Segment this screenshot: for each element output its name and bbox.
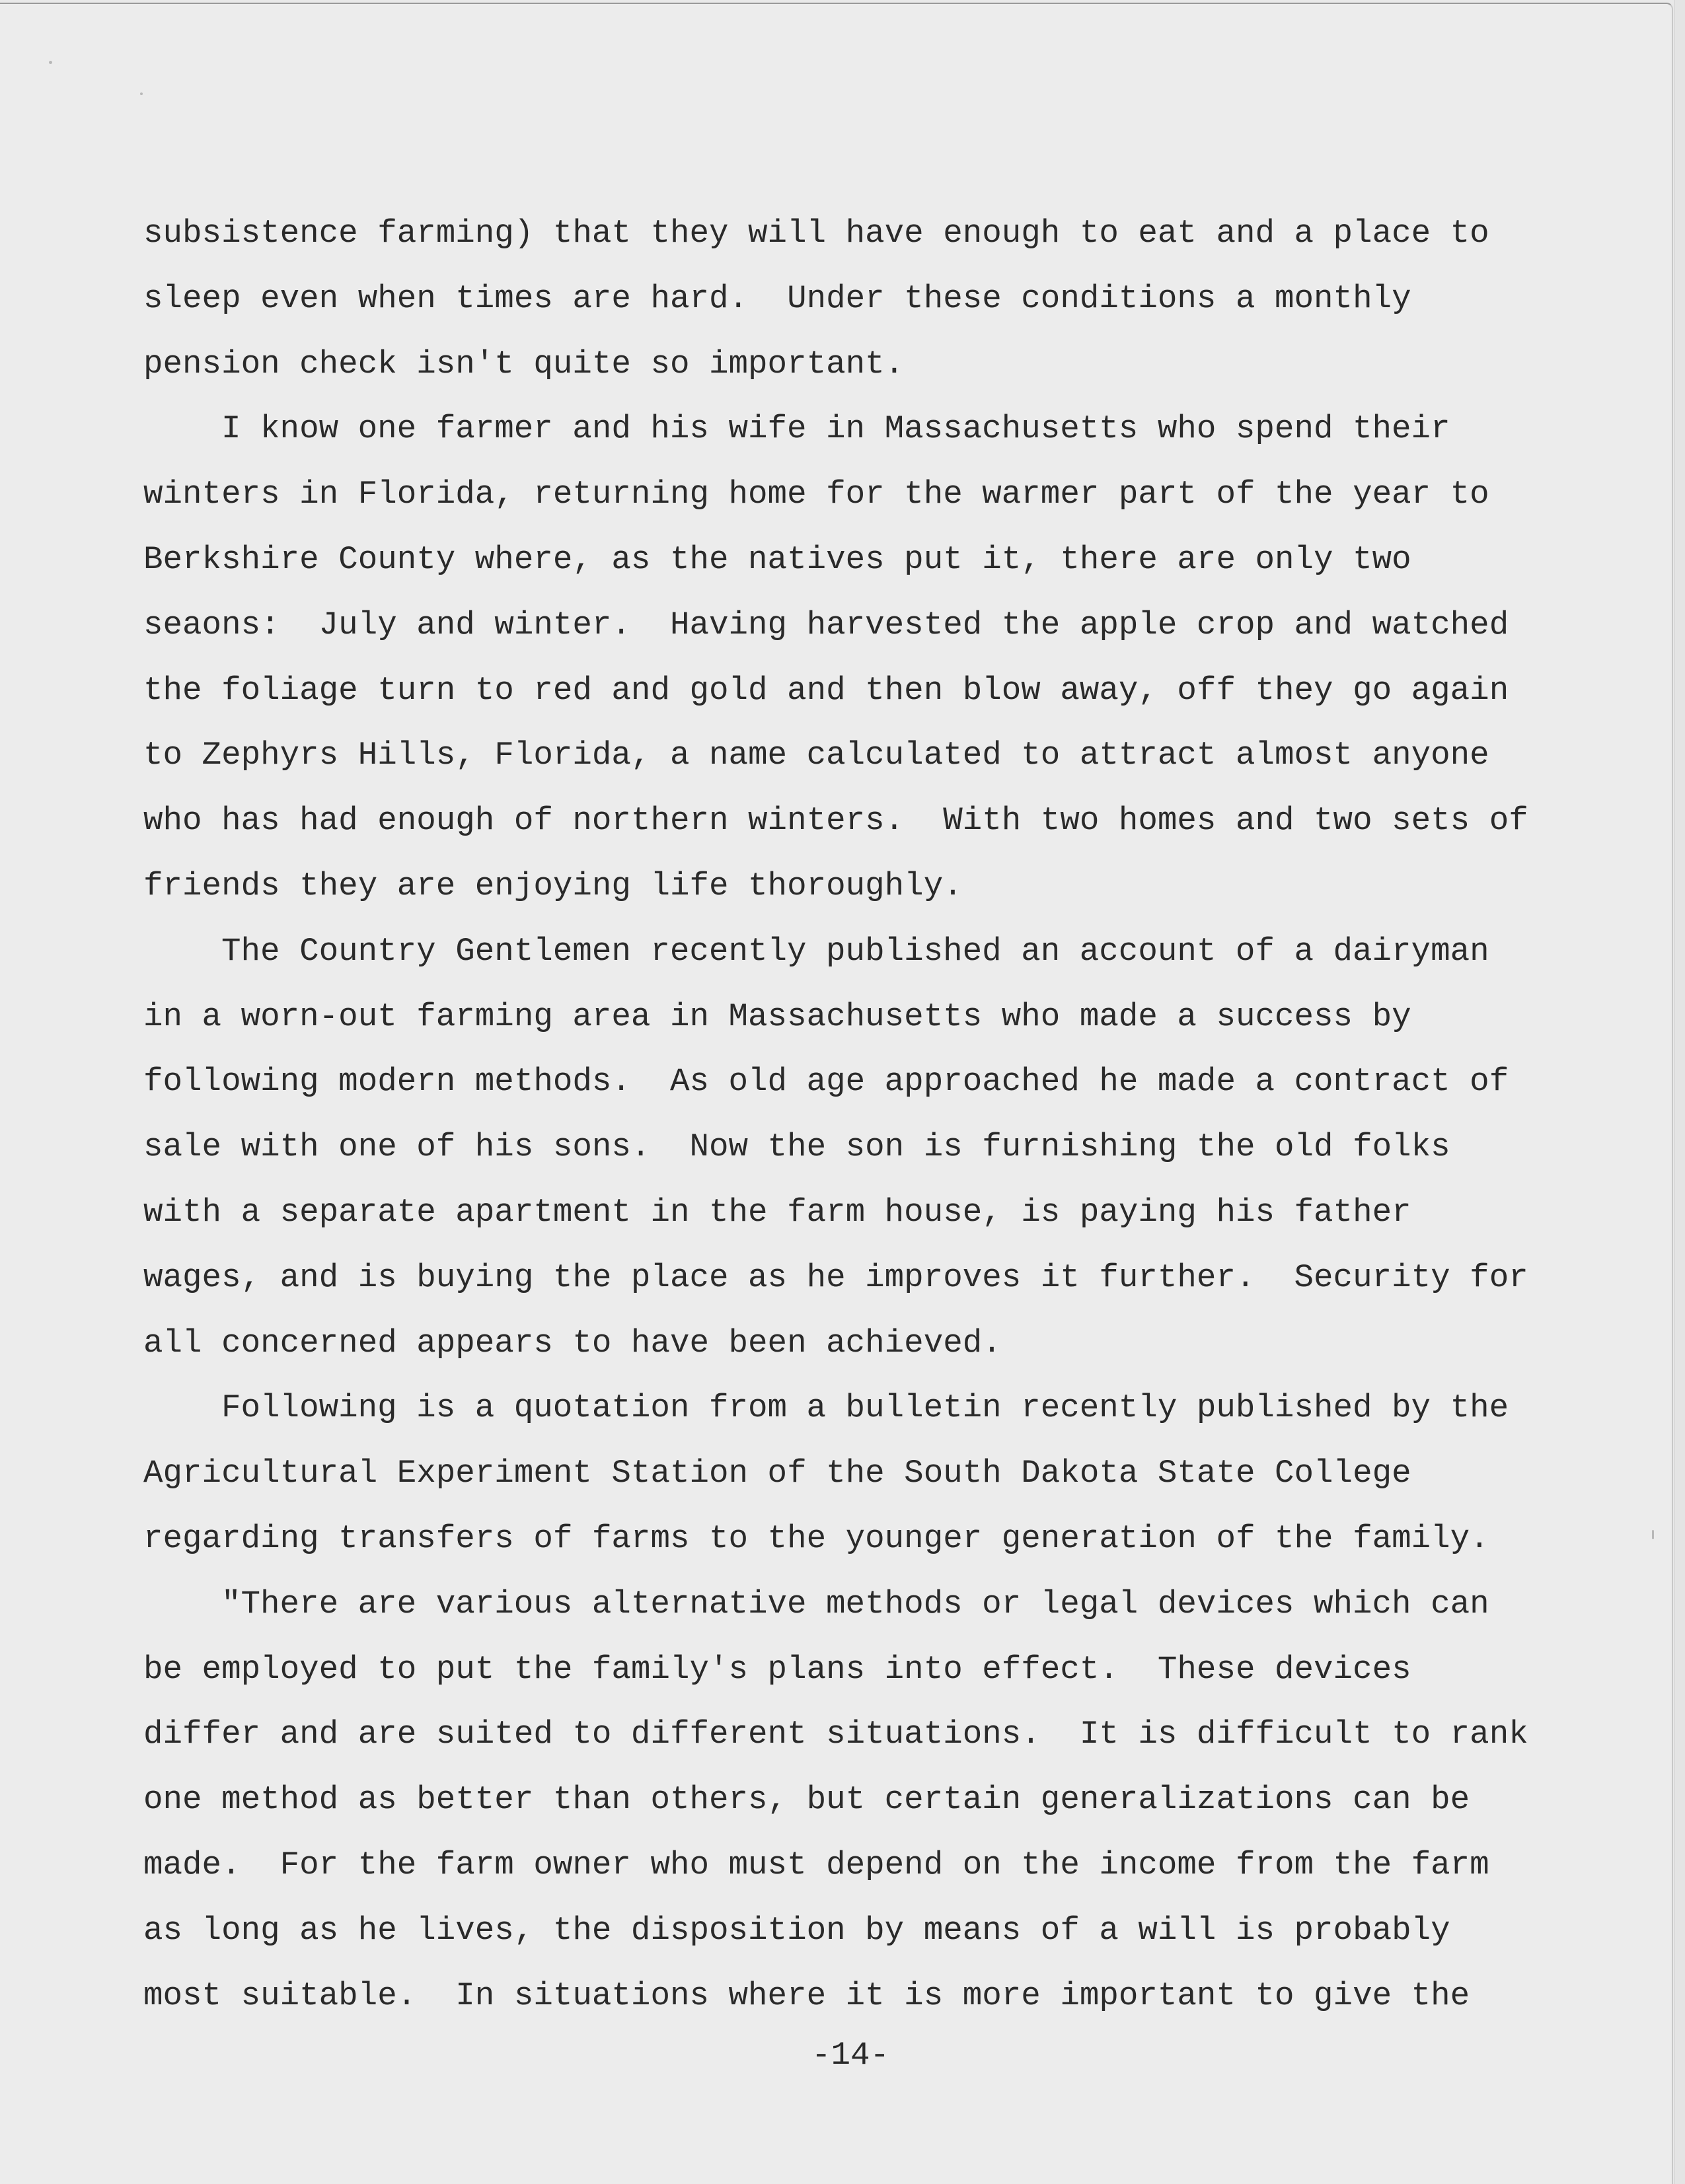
text-line: sleep even when times are hard. Under these conditions a monthly — [143, 279, 1411, 317]
text-line: be employed to put the family's plans into effect. These devices — [143, 1650, 1411, 1688]
text-line: pension check isn't quite so important. — [143, 345, 905, 382]
text-line: one method as better than others, but certain generalizations can be — [143, 1781, 1470, 1819]
text-line: as long as he lives, the disposition by means of a will is probably — [143, 1911, 1450, 1949]
text-line: in a worn-out farming area in Massachusetts who made a success by — [143, 998, 1411, 1035]
text-line: the foliage turn to red and gold and then blow away, off they go again — [143, 671, 1509, 709]
paragraph — [143, 201, 1597, 396]
text-line: regarding transfers of farms to the younger generation of the family. — [143, 1519, 1489, 1557]
text-line: subsistence farming) that they will have enough to eat and a place to — [143, 215, 1489, 252]
paragraph — [143, 919, 1597, 1376]
text-line: all concerned appears to have been achieved. — [143, 1324, 1002, 1362]
text-line: I know one farmer and his wife in Massachusetts who spend their — [221, 410, 1450, 448]
text-line: Berkshire County where, as the natives put it, there are only two — [143, 540, 1411, 578]
paragraph — [143, 396, 1597, 918]
scan-edge — [1674, 0, 1685, 2184]
paper-speck — [49, 61, 52, 64]
document-page — [0, 3, 1673, 2184]
text-line: wages, and is buying the place as he improves it further. Security for — [143, 1258, 1528, 1296]
quotation-paragraph — [143, 1572, 1597, 2029]
text-line: Agricultural Experiment Station of the South Dakota State College — [143, 1455, 1411, 1492]
text-line: Following is a quotation from a bulletin recently published by the — [221, 1389, 1509, 1427]
text-line: differ and are suited to different situations. It is difficult to rank — [143, 1716, 1528, 1753]
text-line: to Zephyrs Hills, Florida, a name calculated to attract almost anyone — [143, 737, 1489, 774]
text-line: seaons: July and winter. Having harvested the apple crop and watched — [143, 606, 1509, 643]
text-line: The Country Gentlemen recently published an account of a dairyman — [221, 932, 1489, 970]
text-line: with a separate apartment in the farm house, is paying his father — [143, 1193, 1411, 1231]
text-line: "There are various alternative methods or legal devices which can — [221, 1585, 1489, 1622]
paper-speck — [1652, 1530, 1654, 1539]
text-line: who has had enough of northern winters. With two homes and two sets of — [143, 802, 1528, 840]
text-line: following modern methods. As old age approached he made a contract of — [143, 1063, 1509, 1101]
page-number: -14- — [811, 2037, 890, 2074]
paper-speck — [140, 92, 143, 95]
text-line: sale with one of his sons. Now the son is furnishing the old folks — [143, 1128, 1450, 1166]
body-text — [143, 201, 1597, 2028]
text-line: winters in Florida, returning home for the warmer part of the year to — [143, 476, 1489, 513]
text-line: most suitable. In situations where it is more important to give the — [143, 1977, 1470, 2014]
text-line: friends they are enjoying life thoroughly. — [143, 867, 963, 904]
paragraph — [143, 1375, 1597, 1571]
text-line: made. For the farm owner who must depend on the income from the farm — [143, 1846, 1489, 1883]
